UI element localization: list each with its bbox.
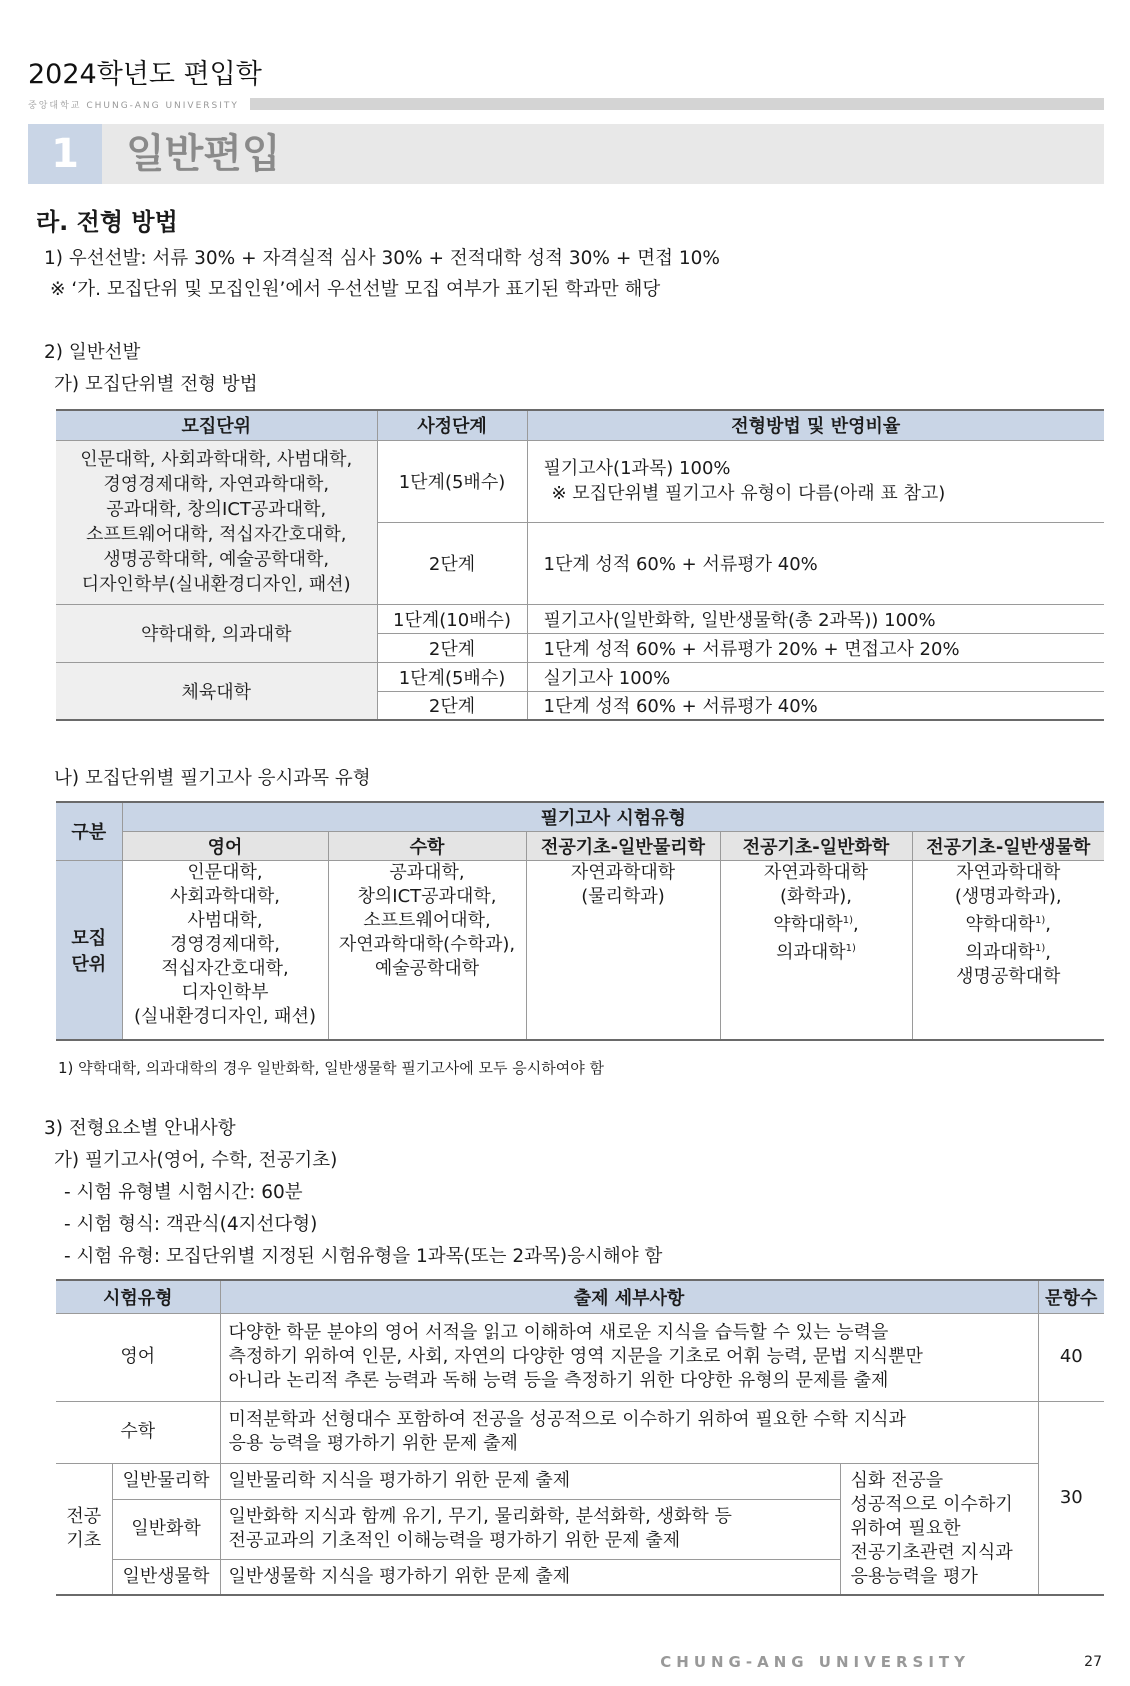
unit-line: 예술공학대학 (374, 957, 480, 979)
desc-line: 응용능력을 평가 (850, 1565, 978, 1587)
stage-cell: 2단계 (377, 522, 527, 604)
stage-cell: 1단계(5배수) (377, 440, 527, 522)
unit-line: 공과대학, 창의ICT공과대학, (106, 499, 327, 520)
biology-units (912, 860, 1104, 1040)
chemistry-units (720, 860, 912, 1040)
row-label-recruit-unit (56, 860, 122, 1040)
english-count: 40 (1038, 1313, 1104, 1401)
chemistry-description (220, 1499, 840, 1559)
unit-line: 인문대학, 사회과학대학, 사범대학, (80, 449, 353, 470)
method-cell: 필기고사(일반화학, 일반생물학(총 2과목)) 100% (527, 604, 1104, 633)
chemistry-label: 일반화학 (112, 1499, 220, 1559)
desc-line: 일반화학 지식과 함께 유기, 무기, 물리화학, 분석화학, 생화학 등 (228, 1506, 732, 1527)
footnote-marker: 1) (1035, 914, 1046, 926)
header-gubun: 구분 (56, 802, 122, 860)
english-description (220, 1313, 1038, 1401)
header-rule (250, 98, 1104, 110)
heading-selection-method: 라. 전형 방법 (36, 208, 178, 236)
english-units (122, 860, 328, 1040)
unit-line: (생명과학과), (954, 885, 1062, 907)
col-header-chemistry: 전공기초-일반화학 (720, 831, 912, 860)
desc-line: 다양한 학문 분야의 영어 서적을 읽고 이해하여 새로운 지식을 습득할 수 있는 능력을 (228, 1322, 889, 1343)
unit-line: 자연과학대학 (570, 861, 676, 883)
desc-line: 위하여 필요한 (850, 1517, 961, 1539)
method-cell: 1단계 성적 60% + 서류평가 40% (527, 522, 1104, 604)
col-header-count: 문항수 (1038, 1280, 1104, 1313)
col-header-unit: 모집단위 (56, 410, 377, 440)
separator: , (853, 913, 859, 935)
unit-line: (물리학과) (581, 885, 665, 907)
math-units (328, 860, 526, 1040)
exam-type-table (56, 801, 1104, 1041)
unit-line: (화학과), (780, 885, 852, 907)
subsection-exam-type-title: 나) 모집단위별 필기고사 응시과목 유형 (54, 768, 371, 789)
method-note: ※ 모집단위별 필기고사 유형이 다름(아래 표 참고) (551, 483, 946, 504)
desc-line: 성공적으로 이수하기 (850, 1493, 1013, 1515)
priority-selection-line: 1) 우선선발: 서류 30% + 자격실적 심사 30% + 전적대학 성적 30% + 면접 10% (44, 248, 720, 269)
unit-line: 생명공학대학, 예술공학대학, (103, 549, 330, 570)
unit-line (921, 909, 1097, 937)
section-title: 일반편입 (126, 131, 281, 177)
header-exam-type: 필기고사 시험유형 (122, 802, 1104, 831)
unit-line: 소프트웨어대학, (363, 909, 491, 931)
unit-line (921, 937, 1097, 965)
col-header-method: 전형방법 및 반영비율 (527, 410, 1104, 440)
physics-units (526, 860, 720, 1040)
col-header-biology: 전공기초-일반생물학 (912, 831, 1104, 860)
stage-cell: 2단계 (377, 633, 527, 662)
col-header-stage: 사정단계 (377, 410, 527, 440)
col-header-physics: 전공기초-일반물리학 (526, 831, 720, 860)
label-line: 전공 (66, 1505, 102, 1527)
stage-cell: 1단계(5배수) (377, 662, 527, 691)
row-label-line: 단위 (71, 953, 107, 975)
footnote-marker: 1) (845, 942, 856, 954)
footnote-marker: 1) (1035, 942, 1046, 954)
col-header-math: 수학 (328, 831, 526, 860)
english-label: 영어 (56, 1313, 220, 1401)
unit-line: 디자인학부(실내환경디자인, 패션) (81, 574, 351, 595)
method-cell: 1단계 성적 60% + 서류평가 40% (527, 691, 1104, 720)
biology-description: 일반생물학 지식을 평가하기 위한 문제 출제 (220, 1559, 840, 1595)
unit-group-1 (56, 440, 377, 604)
desc-line: 측정하기 위하여 인문, 사회, 자연의 다양한 영역 지문을 기초로 어휘 능력, 문법 지식뿐만 (228, 1346, 923, 1367)
col-header-exam-type: 시험유형 (56, 1280, 220, 1313)
unit-line: 창의ICT공과대학, (357, 885, 497, 907)
unit-group-3: 체육대학 (56, 662, 377, 720)
math-label: 수학 (56, 1401, 220, 1463)
bullet-line: - 시험 유형별 시험시간: 60분 (64, 1182, 303, 1203)
unit-group-2: 약학대학, 의과대학 (56, 604, 377, 662)
unit-line: 디자인학부 (181, 981, 269, 1003)
desc-line: 전공기초관련 지식과 (850, 1541, 1013, 1563)
row-label-line: 모집 (71, 927, 107, 949)
unit-line (729, 909, 904, 937)
unit-text: 약학대학 (773, 913, 843, 935)
major-count: 30 (1038, 1401, 1104, 1595)
desc-line: 응용 능력을 평가하기 위한 문제 출제 (228, 1433, 518, 1454)
footnote: 1) 약학대학, 의과대학의 경우 일반화학, 일반생물학 필기고사에 모두 응시하여야 함 (58, 1059, 605, 1077)
bullet-line: - 시험 유형: 모집단위별 지정된 시험유형을 1과목(또는 2과목)응시해야 함 (64, 1246, 663, 1267)
method-cell: 실기고사 100% (527, 662, 1104, 691)
stage-cell: 2단계 (377, 691, 527, 720)
physics-label: 일반물리학 (112, 1463, 220, 1499)
section-banner (28, 124, 1104, 184)
desc-line: 아니라 논리적 추론 능력과 독해 능력 등을 측정하기 위한 다양한 유형의 문제를 출제 (228, 1370, 889, 1391)
col-header-details: 출제 세부사항 (220, 1280, 1038, 1313)
selection-method-table (56, 409, 1104, 721)
section3-title: 3) 전형요소별 안내사항 (44, 1118, 236, 1139)
footnote-marker: 1) (842, 914, 854, 926)
unit-line: 자연과학대학 (956, 861, 1061, 883)
unit-line (729, 937, 904, 965)
general-selection-title: 2) 일반선발 (44, 342, 141, 363)
document-title: 2024학년도 편입학 (28, 59, 262, 90)
university-mark: 중앙대학교 CHUNG-ANG UNIVERSITY (28, 101, 239, 111)
unit-text: 의과대학 (965, 941, 1036, 963)
stage-cell: 1단계(10배수) (377, 604, 527, 633)
biology-label: 일반생물학 (112, 1559, 220, 1595)
separator: , (1045, 941, 1052, 963)
footer-brand: CHUNG-ANG UNIVERSITY (660, 1653, 970, 1671)
subsection-method-title: 가) 모집단위별 전형 방법 (54, 374, 258, 395)
section-number: 1 (28, 124, 102, 184)
col-header-english: 영어 (122, 831, 328, 860)
label-line: 기초 (66, 1529, 102, 1551)
unit-text: 의과대학 (776, 941, 846, 963)
major-basics-label (56, 1463, 112, 1595)
unit-line: (실내환경디자인, 패션) (134, 1005, 316, 1027)
unit-line: 인문대학, (187, 861, 263, 883)
desc-line: 미적분학과 선형대수 포함하여 전공을 성공적으로 이수하기 위하여 필요한 수학 지식과 (228, 1409, 906, 1430)
unit-line: 사회과학대학, (169, 885, 281, 907)
method-cell: 1단계 성적 60% + 서류평가 20% + 면접고사 20% (527, 633, 1104, 662)
physics-description: 일반물리학 지식을 평가하기 위한 문제 출제 (220, 1463, 840, 1499)
page-number: 27 (1084, 1654, 1102, 1670)
bullet-line: - 시험 형식: 객관식(4지선다형) (64, 1214, 318, 1235)
unit-line: 경영경제대학, 자연과학대학, (103, 474, 330, 495)
unit-line: 자연과학대학 (763, 861, 869, 883)
desc-line: 심화 전공을 (850, 1469, 944, 1491)
unit-text: 약학대학 (965, 913, 1036, 935)
method-text: 필기고사(1과목) 100% (543, 458, 731, 479)
major-common-description (840, 1463, 1038, 1595)
separator: , (1045, 913, 1052, 935)
written-exam-title: 가) 필기고사(영어, 수학, 전공기초) (54, 1150, 338, 1171)
method-cell (527, 440, 1104, 522)
unit-line: 경영경제대학, (169, 933, 281, 955)
unit-line: 소프트웨어대학, 적십자간호대학, (85, 524, 347, 545)
desc-line: 전공교과의 기초적인 이해능력을 평가하기 위한 문제 출제 (228, 1530, 681, 1551)
math-description (220, 1401, 1038, 1463)
priority-selection-note: ※ ‘가. 모집단위 및 모집인원’에서 우선선발 모집 여부가 표기된 학과만 해당 (50, 279, 661, 300)
unit-line: 적십자간호대학, (161, 957, 289, 979)
unit-line: 자연과학대학(수학과), (338, 933, 516, 955)
exam-details-table (56, 1279, 1104, 1596)
unit-line: 생명공학대학 (956, 965, 1061, 987)
unit-line: 공과대학, (389, 861, 465, 883)
unit-line: 사범대학, (187, 909, 263, 931)
